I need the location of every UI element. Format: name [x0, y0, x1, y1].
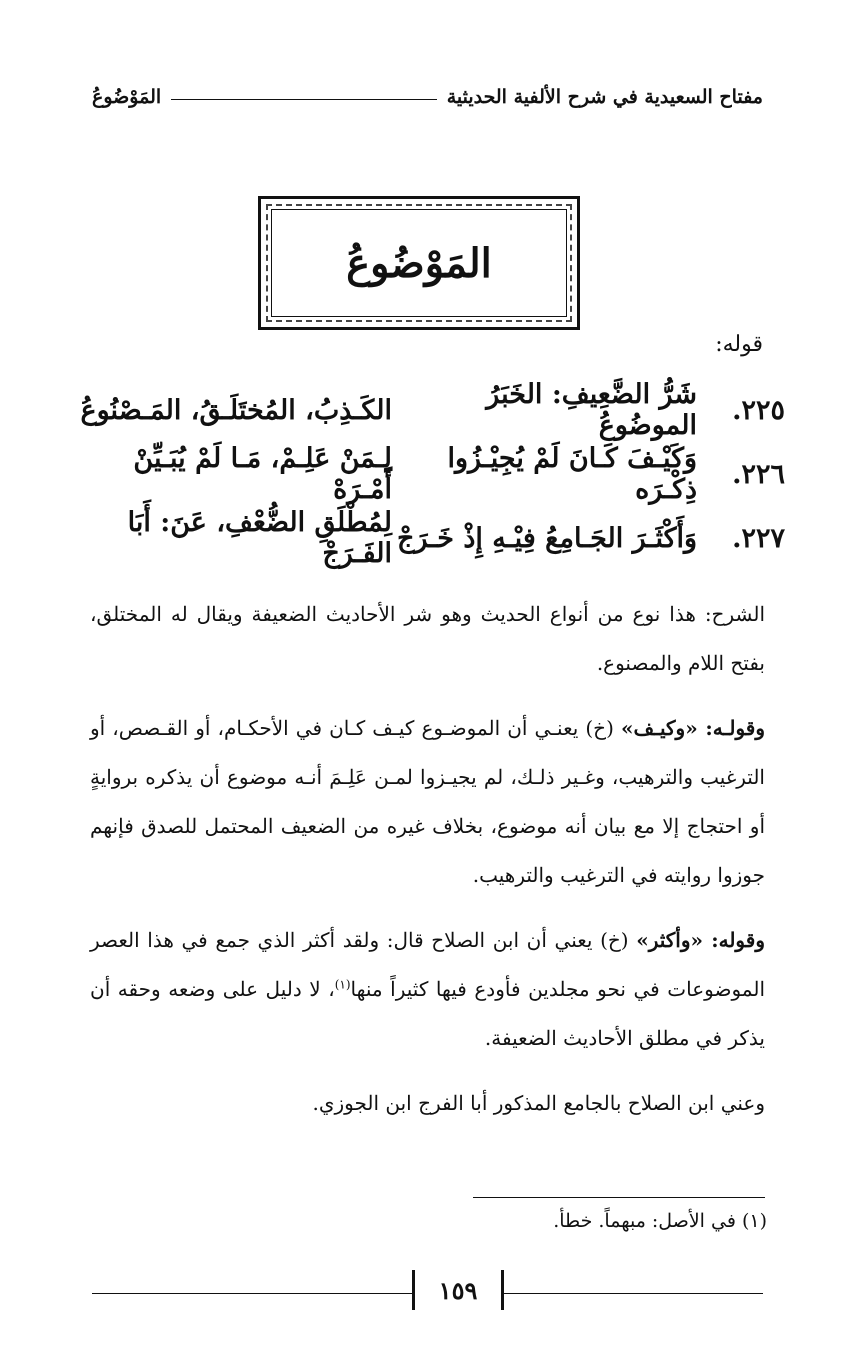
- paragraph-akthar-text: (خ) يعني أن ابن الصلاح قال: ولقد أكثر الذي جمع في هذا العصر الموضوعات في نحو مجلدين فأودع فيها كثيراً منها: [90, 928, 766, 1001]
- verse-second-hemistich: لِمُطْلَقِ الضُّعْفِ، عَنَ: أَبَا الفَـرَجْ: [127, 507, 392, 569]
- chapter-title: المَوْضُوعُ: [346, 239, 492, 287]
- footnote-reference: (١): [334, 977, 351, 992]
- page-number: ١٥٩: [412, 1270, 504, 1310]
- verse-second-hemistich: الكَـذِبُ، المُختَلَـقُ، المَـصْنُوعُ: [80, 394, 392, 426]
- header-chapter-name: المَوْضُوعُ: [92, 86, 162, 108]
- verse-number: ٢٢٦.: [732, 458, 785, 490]
- verse-227: [70, 506, 785, 570]
- footnote: (١) في الأصل: مبهماً. خطأ.: [553, 1210, 767, 1232]
- verse-number: ٢٢٧.: [732, 522, 785, 554]
- verse-first-hemistich: وَكَيْـفَ كَـانَ لَمْ يُجِيْـزُوا ذِكْـرَه: [447, 443, 697, 505]
- keyword-kayfa: وقولـه: «وكيـف»: [620, 716, 765, 740]
- paragraph-akthar-end: ، لا دليل على وضعه وحقه أن يذكر في مطلق الأحاديث الضعيفة.: [90, 977, 765, 1050]
- verse-225: [70, 378, 785, 442]
- verse-first-hemistich: وَأَكْثَـرَ الجَـامِعُ فِيْـهِ إِذْ خَـرَجْ: [397, 522, 697, 554]
- verse-second-hemistich: لِـمَنْ عَلِـمْ، مَـا لَمْ يُبَـيِّنْ أَمْـرَهْ: [133, 443, 392, 505]
- verse-first-hemistich: شَرُّ الضَّعِيفِ: الخَبَرُ الموضُوعُ: [486, 379, 697, 441]
- paragraph-explanation: الشرح: هذا نوع من أنواع الحديث وهو شر الأحاديث الضعيفة ويقال له المختلق، بفتح اللام والمصنوع.: [90, 602, 765, 675]
- chapter-title-box: [258, 196, 580, 330]
- verse-226: [70, 442, 785, 506]
- chapter-title-frame: [266, 204, 572, 322]
- paragraph-kayfa-text: (خ) يعنـي أن الموضـوع كيـف كـان في الأحكـام، أو القـصص، أو الترغيب والترهيب، وغـير ذلـك، لم يجيـزوا لمـن عَلِـمَ أنـه موضوع أن يذكره بروايةٍ أو احتجاج إلا مع بيان أنه موضوع، بخلاف غيره من الضعيف المحتمل للصدق فإنهم جوزوا روايته في الترغيب والترهيب.: [90, 716, 766, 887]
- running-header: [92, 82, 763, 112]
- footnote-rule: [473, 1197, 765, 1198]
- verse-list: [70, 378, 785, 570]
- verse-number: ٢٢٥.: [732, 394, 785, 426]
- paragraph-identification: وعني ابن الصلاح بالجامع المذكور أبا الفرج ابن الجوزي.: [312, 1091, 765, 1115]
- keyword-akthar: وقوله: «وأكثر»: [636, 928, 765, 952]
- header-rule: [171, 99, 437, 100]
- paragraph-kayfa: [90, 704, 765, 900]
- intro-label: قوله:: [715, 332, 763, 357]
- paragraph-akthar: [90, 916, 765, 1063]
- book-title: مفتاح السعيدية في شرح الألفية الحديثية: [446, 86, 763, 108]
- commentary-body: [90, 590, 765, 1144]
